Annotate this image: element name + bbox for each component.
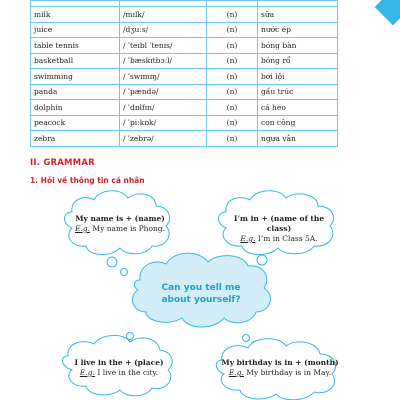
vocab-word: basketball bbox=[31, 53, 120, 69]
vocab-ipa: / ˈdɒlfɪn/ bbox=[120, 100, 207, 116]
example-sentence: My name is Phong. bbox=[90, 224, 165, 233]
vocab-ipa: / ˈteɪbl ˈtenɪs/ bbox=[120, 38, 207, 54]
vocab-meaning: sữa bbox=[258, 7, 338, 23]
vocab-part-of-speech: (n) bbox=[207, 100, 258, 116]
vocab-part-of-speech: (n) bbox=[207, 84, 258, 100]
vocab-part-of-speech: (n) bbox=[207, 38, 258, 54]
vocab-word: juice bbox=[31, 22, 120, 38]
vocab-word: panda bbox=[31, 84, 120, 100]
vocab-ipa: / ˈbæskɪtbɔːl/ bbox=[120, 53, 207, 69]
section-title: II. GRAMMAR bbox=[30, 158, 95, 168]
grammar-pattern: My name is + (name) bbox=[75, 214, 165, 223]
vocab-part-of-speech: (n) bbox=[207, 115, 258, 131]
vocab-meaning: con công bbox=[258, 115, 338, 131]
vocab-part-of-speech: (n) bbox=[207, 53, 258, 69]
eg-label: E.g. bbox=[228, 368, 244, 377]
vocab-word: swimming bbox=[31, 69, 120, 85]
cloud-bottom-right-text bbox=[220, 358, 340, 378]
grammar-pattern: My birthday is in + (month) bbox=[221, 358, 339, 367]
vocab-meaning: bóng rổ bbox=[258, 53, 338, 69]
grammar-pattern: I live in the + (place) bbox=[74, 358, 164, 367]
eg-label: E.g. bbox=[74, 224, 91, 233]
vocab-part-of-speech: (n) bbox=[207, 131, 258, 147]
subsection-title: 1. Hỏi về thông tin cá nhân bbox=[30, 176, 145, 185]
vocab-meaning: ngựa vằn bbox=[258, 131, 338, 147]
vocab-word: zebra bbox=[31, 131, 120, 147]
vocab-ipa: / ˈswɪmɪŋ/ bbox=[120, 69, 207, 85]
cloud-center-text bbox=[135, 282, 267, 306]
vocab-ipa: / ˈpændə/ bbox=[120, 84, 207, 100]
vocab-meaning: bơi lội bbox=[258, 69, 338, 85]
vocab-meaning: gấu trúc bbox=[258, 84, 338, 100]
vocab-part-of-speech: (n) bbox=[207, 69, 258, 85]
vocab-part-of-speech: (n) bbox=[207, 22, 258, 38]
eg-label: E.g. bbox=[240, 234, 256, 243]
example-sentence: My birthday is in May. bbox=[243, 368, 332, 377]
vocab-word: dolphin bbox=[31, 100, 120, 116]
cloud-bottom-left-text bbox=[70, 358, 168, 378]
grammar-pattern: I’m in + (name of the class) bbox=[233, 214, 325, 233]
vocab-ipa: /mɪlk/ bbox=[120, 7, 207, 23]
center-question-line2: about yourself? bbox=[161, 295, 241, 305]
vocab-ipa: /dʒuːs/ bbox=[120, 22, 207, 38]
eg-label: E.g. bbox=[79, 368, 95, 377]
cloud-top-right-text bbox=[222, 214, 336, 244]
vocab-word: peacock bbox=[31, 115, 120, 131]
vocab-ipa: / ˈzebrə/ bbox=[120, 131, 207, 147]
example-sentence: I’m in Class 5A. bbox=[255, 234, 318, 243]
vocab-part-of-speech: (n) bbox=[207, 7, 258, 23]
vocab-meaning: cá heo bbox=[258, 100, 338, 116]
vocab-meaning: bóng bàn bbox=[258, 38, 338, 54]
center-question-line1: Can you tell me bbox=[161, 283, 241, 293]
vocab-word: milk bbox=[31, 7, 120, 23]
vocab-meaning: nước ép bbox=[258, 22, 338, 38]
cloud-top-left-text bbox=[72, 214, 168, 234]
vocab-word: table tennis bbox=[31, 38, 120, 54]
example-sentence: I live in the city. bbox=[94, 368, 159, 377]
vocab-ipa: / ˈpiːkɒk/ bbox=[120, 115, 207, 131]
